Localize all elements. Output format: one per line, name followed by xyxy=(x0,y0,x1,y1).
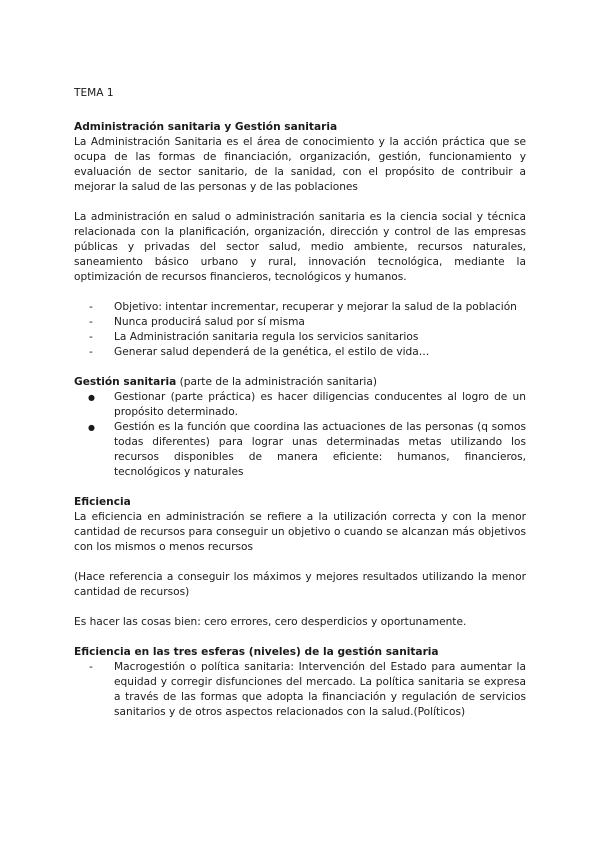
bullet-list xyxy=(74,390,526,480)
dash-list xyxy=(74,300,526,360)
section-gestion xyxy=(74,375,526,480)
paragraph: (Hace referencia a conseguir los máximos y mejores resultados utilizando la menor cantidad de recursos) xyxy=(74,571,526,598)
section-title-bold: Gestión sanitaria xyxy=(74,376,177,388)
section-esferas xyxy=(74,645,526,720)
section-administracion xyxy=(74,120,526,360)
list-item: - Objetivo: intentar incrementar, recuperar y mejorar la salud de la población xyxy=(74,300,526,315)
list-item: - La Administración sanitaria regula los servicios sanitarios xyxy=(74,330,526,345)
section-title-note: (parte de la administración sanitaria) xyxy=(176,376,377,388)
list-item: ● Gestión es la función que coordina las actuaciones de las personas (q somos todas diferentes) para lograr unas determinadas metas utilizando los recursos disponibles de manera eficiente: humanos, financieros, tecnológicos y naturales xyxy=(74,420,526,480)
section-title: Eficiencia en las tres esferas (niveles) de la gestión sanitaria xyxy=(74,646,439,658)
section-eficiencia xyxy=(74,495,526,630)
dash-list xyxy=(74,660,526,720)
list-item: - Nunca producirá salud por sí misma xyxy=(74,315,526,330)
list-item: ● Gestionar (parte práctica) es hacer diligencias conducentes al logro de un propósito determinado. xyxy=(74,390,526,420)
paragraph: La eficiencia en administración se refiere a la utilización correcta y con la menor cantidad de recursos para conseguir un objetivo o cuando se alcanzan más objetivos con los mismos o menos recursos xyxy=(74,511,526,553)
section-title: Eficiencia xyxy=(74,496,131,508)
paragraph: Es hacer las cosas bien: cero errores, cero desperdicios y oportunamente. xyxy=(74,616,467,628)
list-item: - Macrogestión o política sanitaria: Intervención del Estado para aumentar la equidad y corregir disfunciones del mercado. La política sanitaria se expresa a través de las formas que adopta la financiación y regulación de servicios sanitarios y de otros aspectos relacionados con la salud.(Políticos) xyxy=(74,660,526,720)
paragraph: La Administración Sanitaria es el área de conocimiento y la acción práctica que se ocupa de las formas de financiación, organización, gestión, funcionamiento y evaluación de sector sanitario, de la sanidad, con el propósito de contribuir a mejorar la salud de las personas y de las poblaciones xyxy=(74,136,526,193)
list-item: - Generar salud dependerá de la genética, el estilo de vida… xyxy=(74,345,526,360)
section-title xyxy=(74,375,526,390)
topic-heading: TEMA 1 xyxy=(74,87,114,99)
section-title: Administración sanitaria y Gestión sanitaria xyxy=(74,121,338,133)
paragraph: La administración en salud o administración sanitaria es la ciencia social y técnica relacionada con la planificación, organización, dirección y control de las empresas públicas y privadas del sector salud, medio ambiente, recursos naturales, saneamiento básico urbano y rural, innovación tecnológica, mediante la optimización de recursos financieros, tecnológicos y humanos. xyxy=(74,211,526,283)
